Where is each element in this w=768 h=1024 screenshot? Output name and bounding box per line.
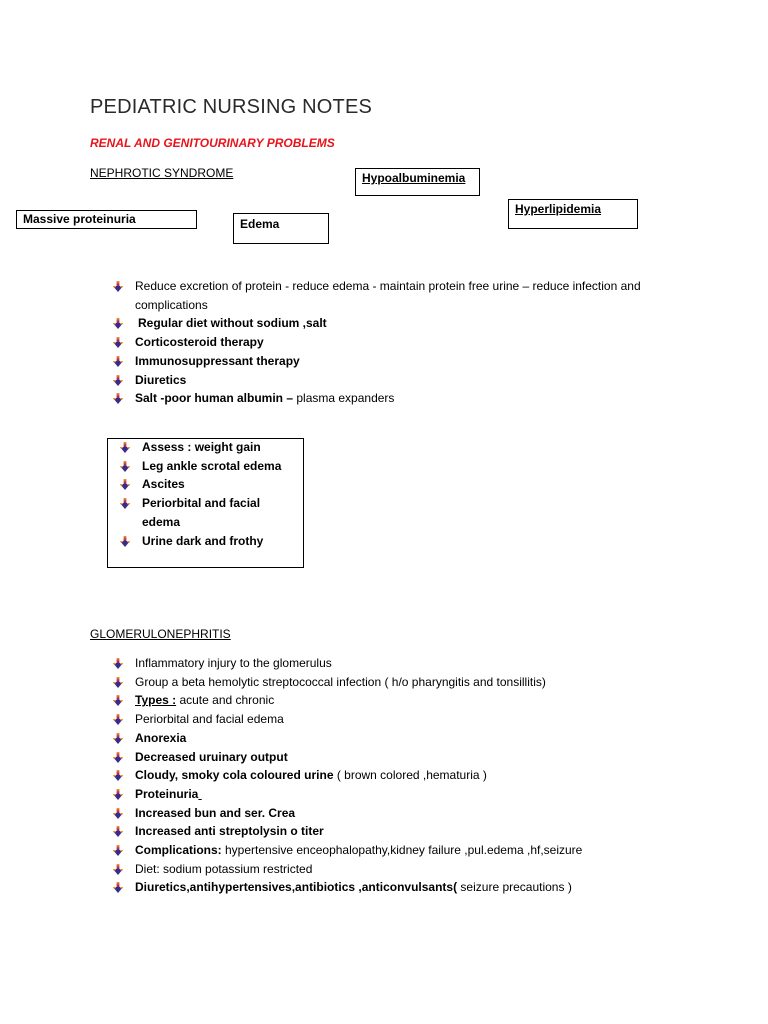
list-item-text: Types : xyxy=(135,693,177,708)
list-item xyxy=(113,673,713,692)
list-item-text: Group a beta hemolytic streptococcal infection ( h/o pharyngitis and tonsillitis) xyxy=(135,674,546,689)
list-item-text: seizure precautions ) xyxy=(457,880,572,895)
list-item xyxy=(113,654,713,673)
list-item-text: Anorexia xyxy=(135,730,187,745)
list-item-text: Periorbital and facial edema xyxy=(135,712,284,727)
list-item-text: Assess : weight gain xyxy=(142,440,261,454)
list-item-text: Increased anti streptolysin o titer xyxy=(135,824,324,839)
down-arrow-bullet-icon xyxy=(113,733,123,744)
down-arrow-bullet-icon xyxy=(113,752,123,763)
list-item-text: Diuretics,antihypertensives,antibiotics ,anticonvulsants( xyxy=(135,880,458,895)
list-item-text: Reduce excretion of protein - reduce edema - maintain protein free urine – reduce infection and complications xyxy=(135,279,641,312)
list-item-text: acute and chronic xyxy=(176,693,275,708)
list-item xyxy=(120,457,290,476)
list-item xyxy=(113,333,673,352)
down-arrow-bullet-icon xyxy=(113,318,123,329)
down-arrow-bullet-icon xyxy=(113,337,123,348)
list-item xyxy=(113,352,673,371)
list-item-text: Ascites xyxy=(142,477,185,492)
list-item-text: Proteinuria xyxy=(135,786,199,801)
down-arrow-bullet-icon xyxy=(113,677,123,688)
down-arrow-bullet-icon xyxy=(120,479,130,490)
list-item xyxy=(120,494,272,531)
glomerulo-list xyxy=(113,654,713,897)
list-item-text: Regular diet without sodium ,salt xyxy=(138,316,327,331)
down-arrow-bullet-icon xyxy=(120,461,130,472)
hyperlipidemia-label: Hyperlipidemia xyxy=(515,202,602,216)
list-item-text: hypertensive enceophalopathy,kidney failure ,pul.edema ,hf,seizure xyxy=(221,843,583,858)
list-item xyxy=(113,860,713,879)
list-item xyxy=(113,691,713,710)
list-item xyxy=(113,277,673,314)
down-arrow-bullet-icon xyxy=(113,393,123,404)
list-item xyxy=(113,841,713,860)
list-item-text: Periorbital and facial edema xyxy=(142,496,261,529)
list-item xyxy=(113,371,673,390)
section-subtitle: RENAL AND GENITOURINARY PROBLEMS xyxy=(90,136,335,150)
down-arrow-bullet-icon xyxy=(113,808,123,819)
nephrotic-heading: NEPHROTIC SYNDROME xyxy=(90,166,234,180)
list-item xyxy=(113,748,713,767)
list-item xyxy=(113,878,713,897)
down-arrow-bullet-icon xyxy=(113,281,123,292)
list-item-text: plasma expanders xyxy=(293,391,395,406)
down-arrow-bullet-icon xyxy=(113,789,123,800)
list-item xyxy=(113,729,713,748)
list-item-text: Immunosuppressant therapy xyxy=(135,353,300,368)
list-item-text: Corticosteroid therapy xyxy=(135,335,264,350)
down-arrow-bullet-icon xyxy=(113,356,123,367)
list-item-text: Increased bun and ser. Crea xyxy=(135,805,296,820)
proteinuria-box xyxy=(16,210,197,229)
down-arrow-bullet-icon xyxy=(113,770,123,781)
page-title: PEDIATRIC NURSING NOTES xyxy=(90,96,373,118)
list-item-text: Cloudy, smoky cola coloured urine xyxy=(135,768,334,783)
list-item-text: Leg ankle scrotal edema xyxy=(142,458,282,473)
list-item-text: Diet: sodium potassium restricted xyxy=(135,861,313,876)
down-arrow-bullet-icon xyxy=(113,658,123,669)
list-item xyxy=(113,314,673,333)
nephrotic-management-list xyxy=(113,277,673,408)
down-arrow-bullet-icon xyxy=(113,882,123,893)
edema-label: Edema xyxy=(240,217,280,231)
list-item-text: ( brown colored ,hematuria ) xyxy=(333,768,487,783)
list-item xyxy=(120,475,290,494)
list-item-text: Urine dark and frothy xyxy=(142,533,264,548)
list-item-text: Salt -poor human albumin – xyxy=(135,391,294,406)
glomerulo-heading: GLOMERULONEPHRITIS xyxy=(90,627,231,641)
hypoalbuminemia-box xyxy=(355,168,480,196)
down-arrow-bullet-icon xyxy=(113,695,123,706)
list-item-text: Inflammatory injury to the glomerulus xyxy=(135,656,332,670)
list-item xyxy=(113,710,713,729)
down-arrow-bullet-icon xyxy=(113,864,123,875)
list-item-text: Complications: xyxy=(135,843,222,858)
list-item-text: Decreased uruinary output xyxy=(135,749,288,764)
down-arrow-bullet-icon xyxy=(120,498,130,509)
hyperlipidemia-box xyxy=(508,199,638,229)
proteinuria-label: Massive proteinuria xyxy=(23,212,136,226)
down-arrow-bullet-icon xyxy=(113,826,123,837)
list-item xyxy=(113,822,713,841)
down-arrow-bullet-icon xyxy=(120,442,130,453)
down-arrow-bullet-icon xyxy=(113,845,123,856)
assessment-list xyxy=(120,438,290,550)
down-arrow-bullet-icon xyxy=(120,536,130,547)
down-arrow-bullet-icon xyxy=(113,375,123,386)
edema-box xyxy=(233,213,329,244)
down-arrow-bullet-icon xyxy=(113,714,123,725)
list-item xyxy=(120,438,290,457)
list-item xyxy=(113,766,713,785)
list-item-text: Diuretics xyxy=(135,372,187,387)
list-item xyxy=(120,532,290,551)
list-item xyxy=(113,785,713,804)
list-item xyxy=(113,804,713,823)
hypoalbuminemia-label: Hypoalbuminemia xyxy=(362,171,466,185)
list-item xyxy=(113,389,673,408)
